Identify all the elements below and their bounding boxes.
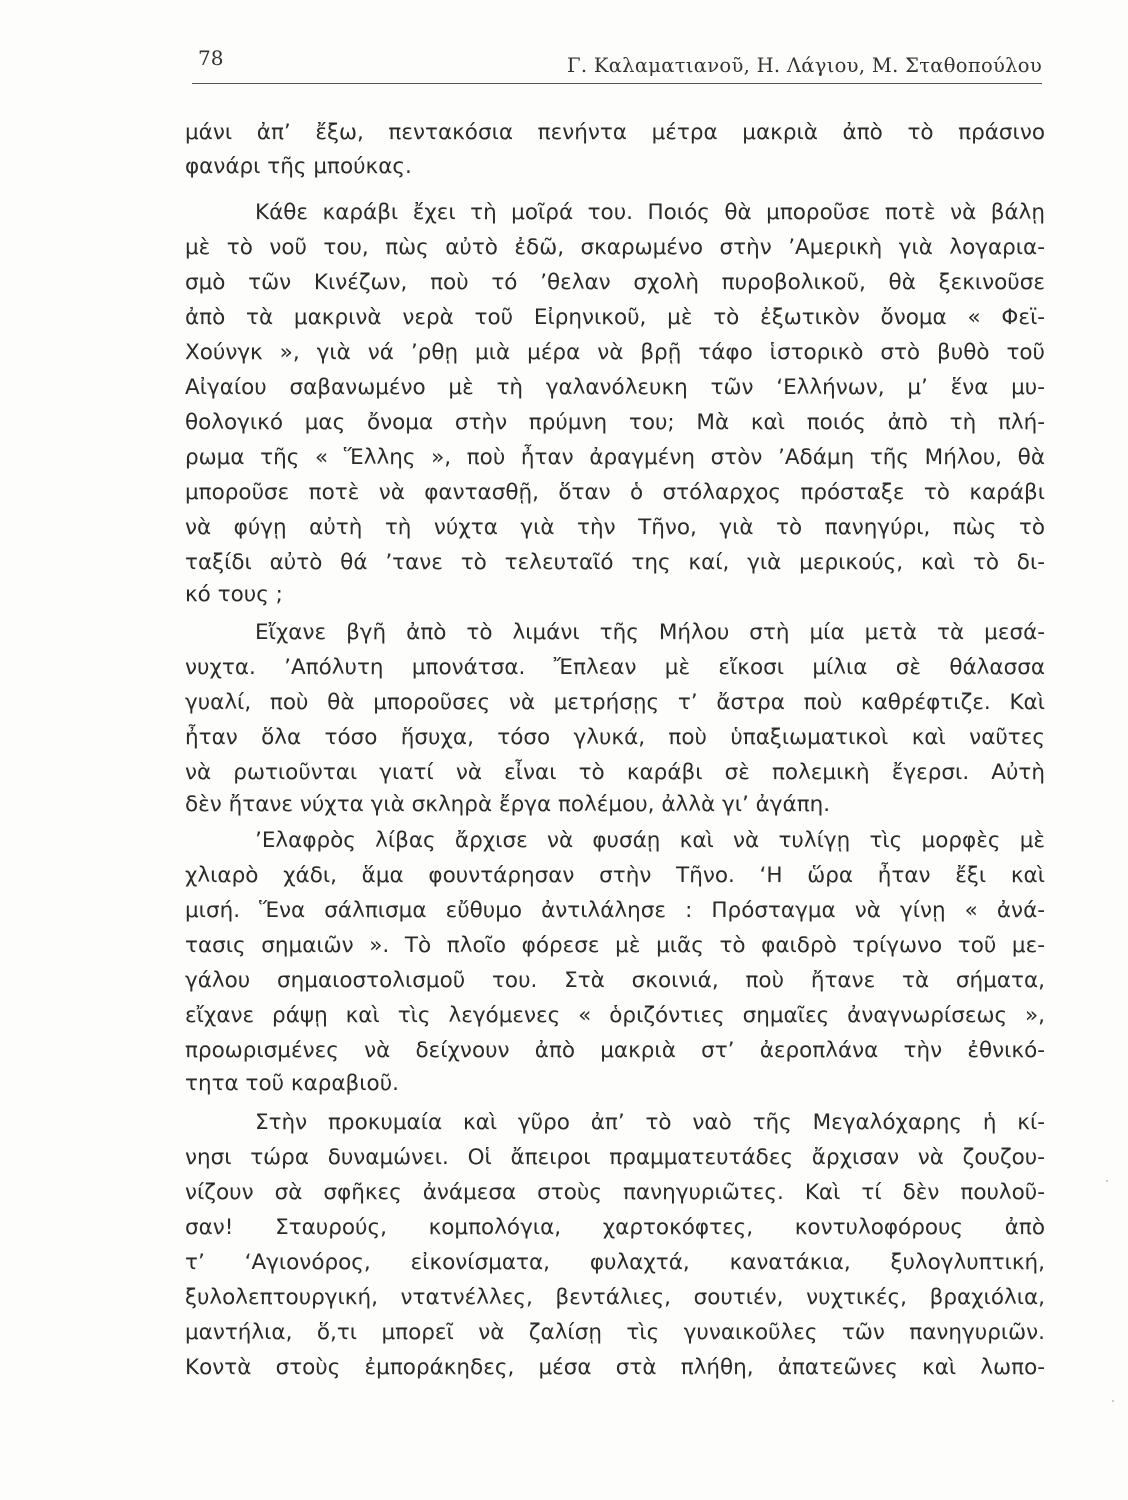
- text-line: σμὸ τῶν Κινέζων, ποὺ τό ’θελαν σχολὴ πυροβολικοῦ, θὰ ξεκινοῦσε: [185, 270, 1045, 295]
- text-line: μποροῦσε ποτὲ νὰ φαντασθῇ, ὅταν ὁ στόλαρχος πρόσταξε τὸ καράβι: [185, 480, 1045, 505]
- text-line: γάλου σημαιοστολισμοῦ του. Στὰ σκοινιά, ποὺ ἤτανε τὰ σήματα,: [185, 968, 1045, 993]
- text-line: νὰ ρωτιοῦνται γιατί νὰ εἶναι τὸ καράβι σὲ πολεμικὴ ἔγερσι. Αὐτὴ: [185, 760, 1045, 785]
- text-line: Χούνγκ », γιὰ νά ’ρθῃ μιὰ μέρα νὰ βρῇ τάφο ἱστορικὸ στὸ βυθὸ τοῦ: [185, 340, 1045, 365]
- text-line: θολογικό μας ὄνομα στὴν πρύμνη του; Μὰ καὶ ποιός ἀπὸ τὴ πλή-: [185, 410, 1045, 435]
- text-line: σαν! Σταυρούς, κομπολόγια, χαρτοκόφτες, κοντυλοφόρους ἀπὸ: [185, 1215, 1045, 1240]
- text-line: Κάθε καράβι ἔχει τὴ μοῖρά του. Ποιός θὰ μποροῦσε ποτὲ νὰ βάλῃ: [255, 200, 1045, 225]
- scan-speck: [1106, 1180, 1108, 1182]
- text-line: νίζουν σὰ σφῆκες ἀνάμεσα στοὺς πανηγυριῶτες. Καὶ τί δὲν πουλοῦ-: [185, 1180, 1045, 1205]
- text-line: γυαλί, ποὺ θὰ μποροῦσες νὰ μετρήσῃς τ’ ἄστρα ποὺ καθρέφτιζε. Καὶ: [185, 690, 1045, 715]
- text-line: ρωμα τῆς « Ἕλλης », ποὺ ἦταν ἀραγμένη στὸν ’Αδάμη τῆς Μήλου, θὰ: [185, 445, 1045, 470]
- text-line: προωρισμένες νὰ δείχνουν ἀπὸ μακριὰ στ’ ἀεροπλάνα τὴν ἐθνικό-: [185, 1038, 1045, 1063]
- text-line: νησι τώρα δυναμώνει. Οἱ ἄπειροι πραμματευτάδες ἄρχισαν νὰ ζουζου-: [185, 1145, 1045, 1170]
- text-line: Αἰγαίου σαβανωμένο μὲ τὴ γαλανόλευκη τῶν ‘Ελλήνων, μ’ ἕνα μυ-: [185, 375, 1045, 400]
- text-line: κό τους ;: [185, 582, 283, 607]
- page-header: [192, 40, 1042, 84]
- text-line: Στὴν προκυμαία καὶ γῦρο ἀπ’ τὸ ναὸ τῆς Μεγαλόχαρης ἡ κί-: [255, 1110, 1045, 1135]
- text-line: τητα τοῦ καραβιοῦ.: [185, 1071, 399, 1096]
- text-line: νυχτα. ’Απόλυτη μπονάτσα. Ἔπλεαν μὲ εἴκοσι μίλια σὲ θάλασσα: [185, 655, 1045, 680]
- text-line: ’Ελαφρὸς λίβας ἄρχισε νὰ φυσάῃ καὶ νὰ τυλίγῃ τὶς μορφὲς μὲ: [255, 828, 1045, 853]
- running-head: Γ. Καλαματιανοῦ, Η. Λάγιου, Μ. Σταθοπούλου: [567, 54, 1042, 77]
- scan-speck: [1112, 1400, 1114, 1402]
- text-line: μὲ τὸ νοῦ του, πὼς αὐτὸ ἐδῶ, σκαρωμένο στὴν ’Αμερικὴ γιὰ λογαρια-: [185, 235, 1045, 260]
- text-line: Εἴχανε βγῆ ἀπὸ τὸ λιμάνι τῆς Μήλου στὴ μία μετὰ τὰ μεσά-: [255, 620, 1045, 645]
- text-line: ἦταν ὅλα τόσο ἥσυχα, τόσο γλυκά, ποὺ ὑπαξιωματικοὶ καὶ ναῦτες: [185, 725, 1045, 750]
- text-line: εἴχανε ράψῃ καὶ τὶς λεγόμενες « ὁριζόντιες σημαῖες ἀναγνωρίσεως »,: [185, 1003, 1045, 1028]
- text-line: ἀπὸ τὰ μακρινὰ νερὰ τοῦ Εἰρηνικοῦ, μὲ τὸ ἐξωτικὸν ὄνομα « Φεϊ-: [185, 305, 1045, 330]
- text-line: Κοντὰ στοὺς ἐμποράκηδες, μέσα στὰ πλήθη, ἀπατεῶνες καὶ λωπο-: [185, 1355, 1045, 1380]
- header-rule: [192, 83, 1042, 84]
- text-line: χλιαρὸ χάδι, ἅμα φουντάρησαν στὴν Τῆνο. ‘Η ὥρα ἦταν ἔξι καὶ: [185, 863, 1045, 888]
- text-line: φανάρι τῆς μπούκας.: [185, 154, 412, 179]
- text-line: τ’ ‘Αγιονόρος, εἰκονίσματα, φυλαχτά, κανατάκια, ξυλογλυπτική,: [185, 1250, 1045, 1275]
- text-line: ξυλολεπτουργική, ντατνέλλες, βεντάλιες, σουτιέν, νυχτικές, βραχιόλια,: [185, 1285, 1045, 1310]
- text-line: μισή. Ἕνα σάλπισμα εὔθυμο ἀντιλάλησε : Πρόσταγμα νὰ γίνῃ « ἀνά-: [185, 898, 1045, 923]
- text-line: ταξίδι αὐτὸ θά ’τανε τὸ τελευταῖό της καί, γιὰ μερικούς, καὶ τὸ δι-: [185, 550, 1045, 575]
- text-line: μαντήλια, ὅ,τι μπορεῖ νὰ ζαλίσῃ τὶς γυναικοῦλες τῶν πανηγυριῶν.: [185, 1320, 1045, 1345]
- text-line: δὲν ἤτανε νύχτα γιὰ σκληρὰ ἔργα πολέμου, ἀλλὰ γι’ ἀγάπη.: [185, 792, 831, 817]
- text-line: νὰ φύγῃ αὐτὴ τὴ νύχτα γιὰ τὴν Τῆνο, γιὰ τὸ πανηγύρι, πὼς τὸ: [185, 515, 1045, 540]
- text-line: μάνι ἀπ’ ἔξω, πεντακόσια πενήντα μέτρα μακριὰ ἀπὸ τὸ πράσινο: [185, 120, 1045, 145]
- text-line: τασις σημαιῶν ». Τὸ πλοῖο φόρεσε μὲ μιᾶς τὸ φαιδρὸ τρίγωνο τοῦ με-: [185, 933, 1045, 958]
- page-number: 78: [198, 46, 224, 70]
